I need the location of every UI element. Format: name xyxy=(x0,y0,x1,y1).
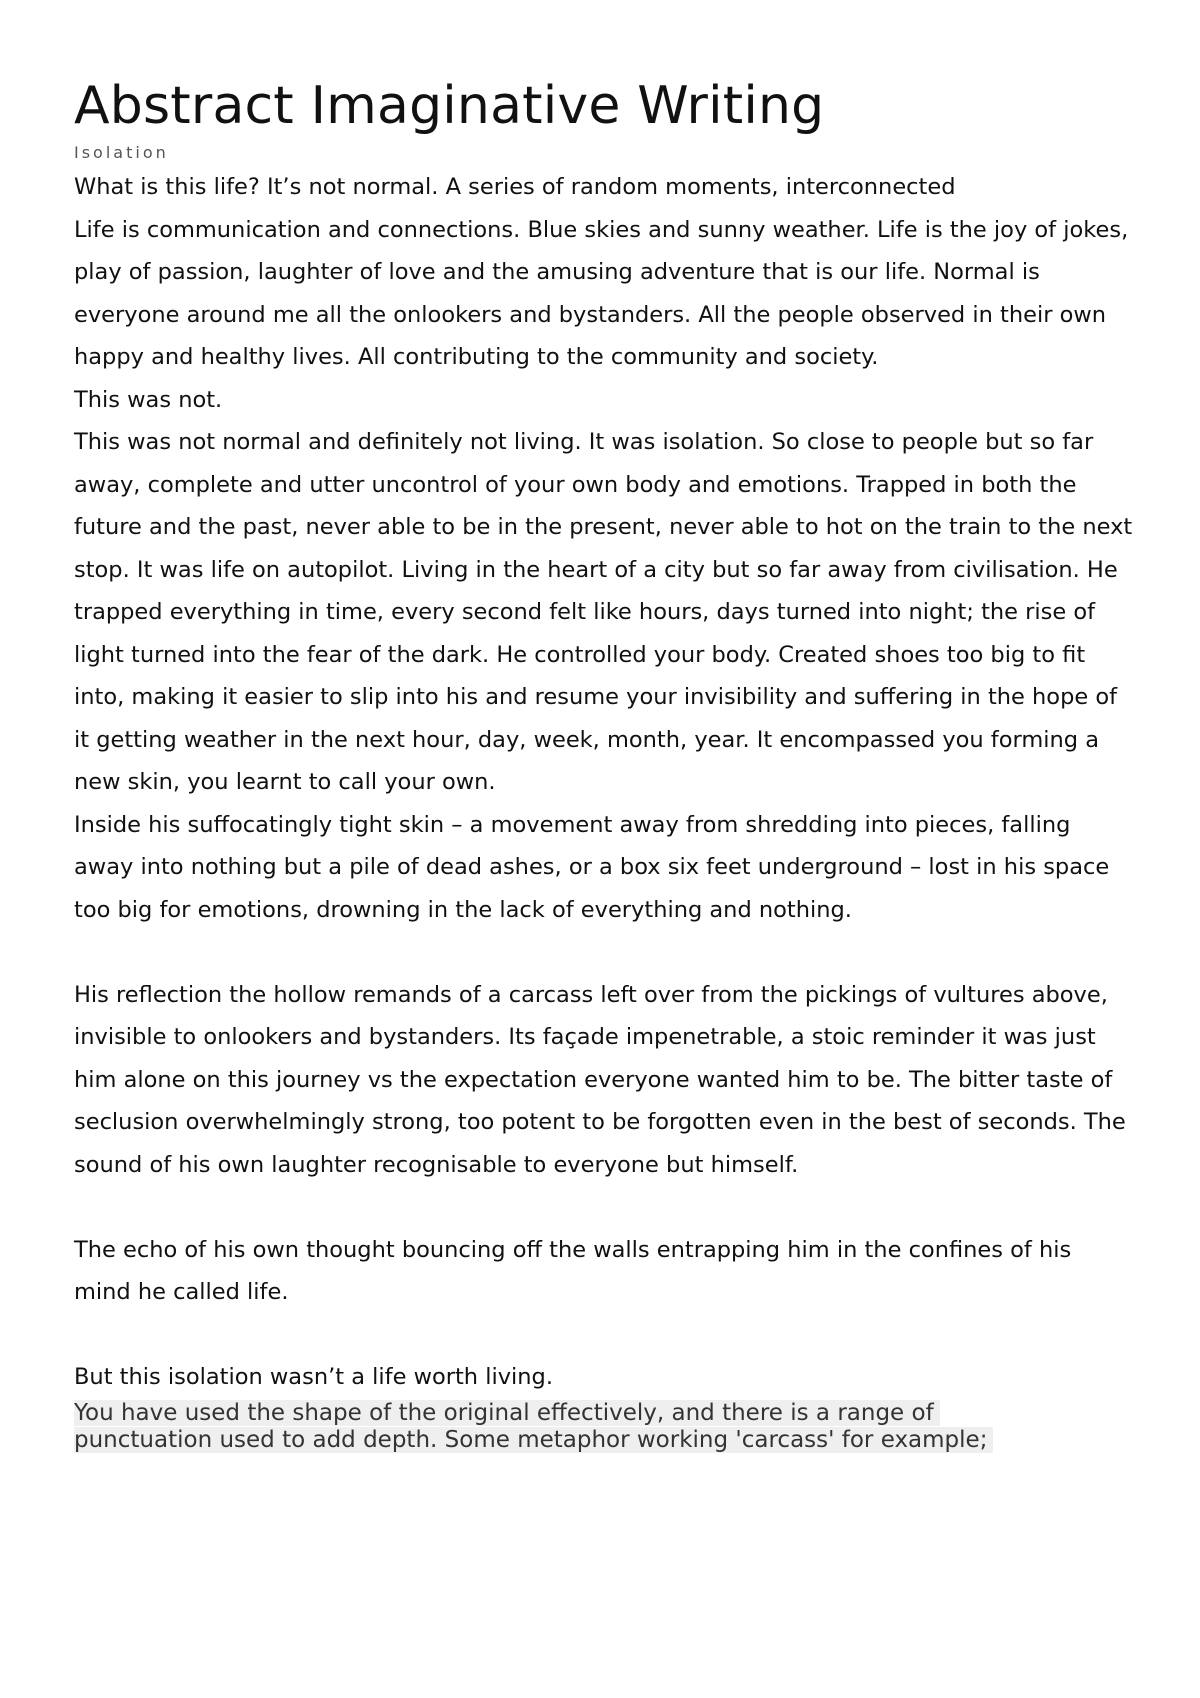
document-page xyxy=(74,70,1134,1454)
paragraph: Life is communication and connections. Blue skies and sunny weather. Life is the joy of jokes, play of passion, laughter of love and the amusing adventure that is our life. Normal is everyone around me all the onlookers and bystanders. All the people observed in their own happy and healthy lives. All contributing to the community and society. xyxy=(74,216,1129,370)
paragraph-spacer xyxy=(74,931,1134,974)
paragraph-spacer xyxy=(74,1186,1134,1229)
document-body xyxy=(74,166,1134,1399)
paragraph: The echo of his own thought bouncing off the walls entrapping him in the confines of his mind he called life. xyxy=(74,1236,1072,1305)
paragraph: His reflection the hollow remands of a carcass left over from the pickings of vultures above, invisible to onlookers and bystanders. Its façade impenetrable, a stoic reminder it was just him alone on this journey vs the expectation everyone wanted him to be. The bitter taste of seclusion overwhelmingly strong, too potent to be forgotten even in the best of seconds. The sound of his own laughter recognisable to everyone but himself. xyxy=(74,981,1126,1178)
teacher-comment xyxy=(74,1400,1134,1454)
paragraph: What is this life? It’s not normal. A series of random moments, interconnected xyxy=(74,174,956,200)
paragraph: This was not. xyxy=(74,386,223,413)
paragraph-spacer xyxy=(74,1314,1134,1357)
paragraph: But this isolation wasn’t a life worth living. xyxy=(74,1364,553,1390)
comment-line: punctuation used to add depth. Some metaphor working 'carcass' for example; xyxy=(74,1427,993,1453)
paragraph: This was not normal and definitely not living. It was isolation. So close to people but so far away, complete and utter uncontrol of your own body and emotions. Trapped in both the future and the past, never able to be in the present, never able to hot on the train to the next stop. It was life on autopilot. Living in the heart of a city but so far away from civilisation. He trapped everything in time, every second felt like hours, days turned into night; the rise of light turned into the fear of the dark. He controlled your body. Created shoes too big to fit into, making it easier to slip into his and resume your invisibility and suffering in the hope of it getting weather in the next hour, day, week, month, year. It encompassed you forming a new skin, you learnt to call your own. xyxy=(74,429,1133,795)
paragraph: Inside his suffocatingly tight skin – a movement away from shredding into pieces, falling away into nothing but a pile of dead ashes, or a box six feet underground – lost in his space too big for emotions, drowning in the lack of everything and nothing. xyxy=(74,811,1110,923)
document-subtitle: Isolation xyxy=(74,143,169,162)
document-title: Abstract Imaginative Writing xyxy=(74,76,825,136)
comment-line: You have used the shape of the original effectively, and there is a range of xyxy=(74,1400,940,1426)
